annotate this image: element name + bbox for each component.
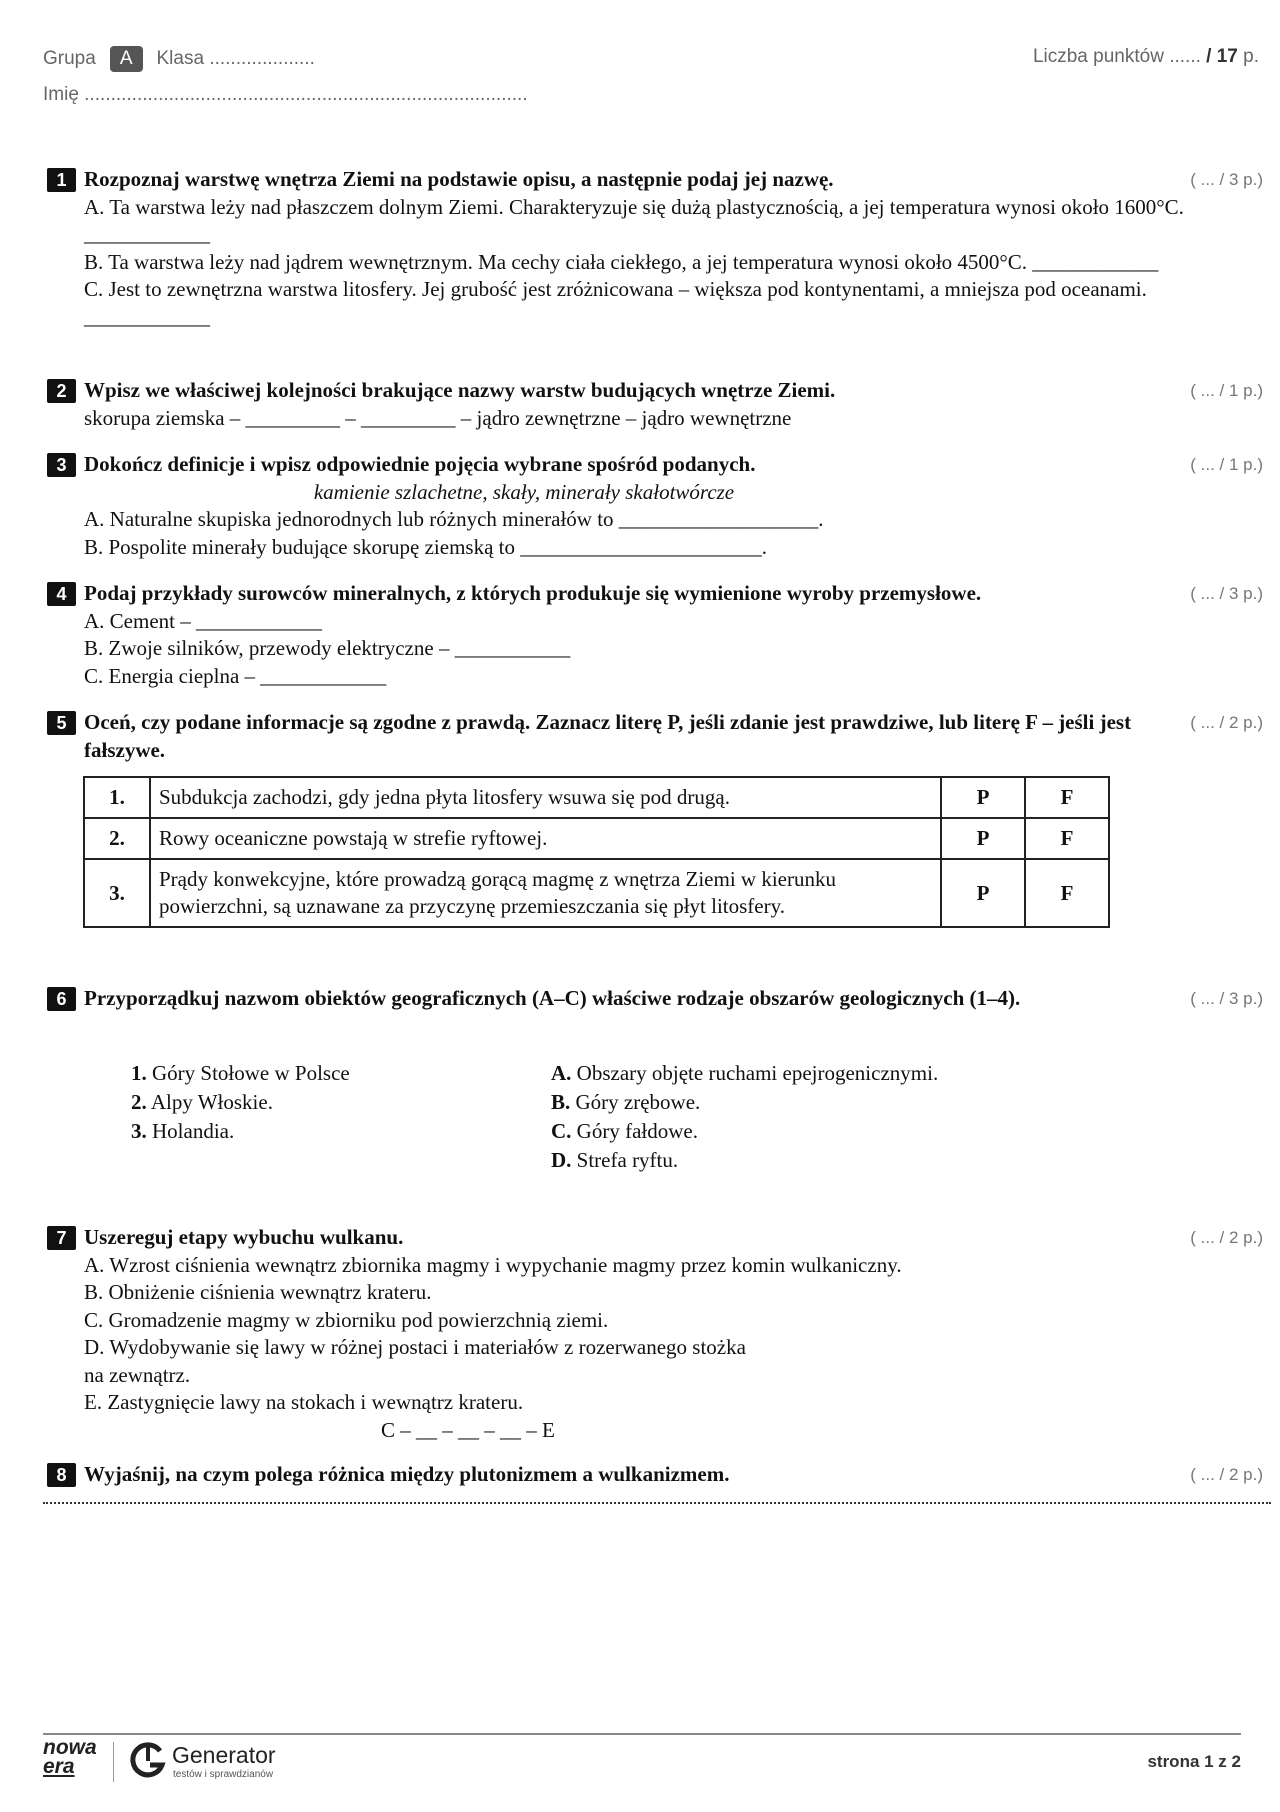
table-row	[84, 859, 1109, 927]
question-number: 6	[47, 987, 76, 1011]
answer-line-b: B. Ta warstwa leży nad jądrem wewnętrznym. Ma cechy ciała ciekłego, a jej temperatura wynosi około 4500°C. ____________	[84, 249, 1159, 274]
question-title: Dokończ definicje i wpisz odpowiednie pojęcia wybrane spośród podanych.	[84, 452, 756, 476]
logo-separator	[113, 1742, 114, 1782]
sequence-answer: C – __ – __ – __ – E	[381, 1417, 555, 1442]
row-number: 1.	[84, 777, 150, 818]
question-points: ( ... / 3 p.)	[1190, 584, 1263, 603]
question-number: 2	[47, 379, 76, 403]
step-c: C. Gromadzenie magmy w zbiorniku pod powierzchnią ziemi.	[84, 1307, 609, 1332]
list-item: D. Strefa ryftu.	[551, 1148, 679, 1172]
class-label: Klasa ....................	[156, 48, 315, 69]
list-item: B. Góry zrębowe.	[551, 1090, 701, 1114]
group-badge: A	[110, 46, 143, 72]
question-1	[47, 166, 1263, 331]
question-points: ( ... / 2 p.)	[1190, 713, 1263, 732]
statement: Subdukcja zachodzi, gdy jedna płyta litosfery wsuwa się pod drugą.	[150, 777, 941, 818]
step-b: B. Obniżenie ciśnienia wewnątrz krateru.	[84, 1280, 432, 1304]
step-e: E. Zastygnięcie lawy na stokach i wewnątrz krateru.	[84, 1390, 524, 1414]
generator-title: Generator	[172, 1742, 276, 1768]
generator-subtitle: testów i sprawdzianów	[173, 1769, 274, 1780]
true-option[interactable]: P	[941, 777, 1025, 818]
answer-line-a: A. Ta warstwa leży nad płaszczem dolnym Ziemi. Charakteryzuje się dużą plastycznością, a jej temperatura wynosi około 1600°C. ____________	[84, 194, 1184, 246]
list-item: C. Góry fałdowe.	[551, 1119, 698, 1143]
table-row	[84, 777, 1109, 818]
question-number: 8	[47, 1463, 76, 1487]
true-option[interactable]: P	[941, 818, 1025, 859]
statement: Rowy oceaniczne powstają w strefie ryftowej.	[150, 818, 941, 859]
points-total: 17	[1216, 46, 1238, 67]
list-item: A. Obszary objęte ruchami epejrogenicznymi.	[551, 1061, 939, 1085]
match-left-list	[131, 1059, 350, 1146]
nowa-era-logo: nowa era	[43, 1736, 97, 1778]
answer-line-a: A. Naturalne skupiska jednorodnych lub różnych minerałów to ___________________.	[84, 507, 824, 531]
question-title: Podaj przykłady surowców mineralnych, z których produkuje się wymienione wyroby przemysłowe.	[84, 581, 982, 605]
answer-line-b: B. Pospolite minerały budujące skorupę ziemską to _______________________.	[84, 534, 767, 559]
question-points: ( ... / 2 p.)	[1190, 1465, 1263, 1484]
question-points: ( ... / 1 p.)	[1190, 381, 1263, 400]
list-item: 3. Holandia.	[131, 1119, 235, 1143]
answer-line-c: C. Jest to zewnętrzna warstwa litosfery. Jej grubość jest zróżnicowana – większa pod kontynentami, a mniejsza pod oceanami. ____________	[84, 277, 1147, 329]
question-points: ( ... / 1 p.)	[1190, 455, 1263, 474]
question-points: ( ... / 3 p.)	[1190, 170, 1263, 189]
answer-dotted-line	[43, 1502, 1271, 1504]
question-points: ( ... / 3 p.)	[1190, 989, 1263, 1008]
answer-line-b: B. Zwoje silników, przewody elektryczne – ___________	[84, 636, 571, 660]
points-unit: p.	[1243, 46, 1259, 67]
false-option[interactable]: F	[1025, 859, 1109, 927]
question-title: Uszereguj etapy wybuchu wulkanu.	[84, 1225, 404, 1249]
group-class-field	[43, 46, 315, 72]
row-number: 3.	[84, 859, 150, 927]
table-row	[84, 818, 1109, 859]
step-a: A. Wzrost ciśnienia wewnątrz zbiornika magmy i wypychanie magmy przez komin wulkaniczny.	[84, 1252, 902, 1277]
statement: Prądy konwekcyjne, które prowadzą gorącą magmę z wnętrza Ziemi w kierunku powierzchni, są uznawane za przyczynę przemieszczania się płyt litosfery.	[150, 859, 941, 927]
list-item: 1. Góry Stołowe w Polsce	[131, 1061, 350, 1085]
question-2	[47, 377, 1263, 432]
question-number: 7	[47, 1226, 76, 1250]
question-number: 5	[47, 711, 76, 735]
step-d-cont: na zewnątrz.	[84, 1362, 191, 1387]
question-title: Wpisz we właściwej kolejności brakujące nazwy warstw budujących wnętrze Ziemi.	[84, 378, 836, 402]
points-separator: /	[1206, 46, 1212, 67]
question-title: Oceń, czy podane informacje są zgodne z prawdą. Zaznacz literę P, jeśli zdanie jest prawdziwe, lub literę F – jeśli jest fałszywe.	[84, 710, 1132, 762]
question-4	[47, 580, 1263, 690]
word-bank: kamienie szlachetne, skały, minerały skałotwórcze	[313, 479, 735, 504]
answer-line-a: A. Cement – ____________	[84, 608, 322, 633]
question-title: Wyjaśnij, na czym polega różnica między plutonizmem a wulkanizmem.	[84, 1462, 730, 1486]
false-option[interactable]: F	[1025, 818, 1109, 859]
question-number: 1	[47, 168, 76, 192]
points-label: Liczba punktów ......	[1032, 46, 1201, 67]
true-false-table	[83, 776, 1110, 928]
question-title: Rozpoznaj warstwę wnętrza Ziemi na podstawie opisu, a następnie podaj jej nazwę.	[84, 167, 834, 191]
question-number: 4	[47, 582, 76, 606]
question-6	[47, 985, 1263, 1013]
question-title: Przyporządkuj nazwom obiektów geograficznych (A–C) właściwe rodzaje obszarów geologicznych (1–4).	[84, 986, 1021, 1010]
answer-line: skorupa ziemska – _________ – _________ – jądro zewnętrzne – jądro wewnętrzne	[84, 405, 792, 430]
generator-logo-icon	[128, 1741, 168, 1781]
answer-line-c: C. Energia cieplna – ____________	[84, 663, 387, 688]
match-right-list	[551, 1059, 938, 1175]
question-8	[47, 1461, 1263, 1489]
question-number: 3	[47, 453, 76, 477]
footer-divider	[43, 1733, 1241, 1735]
group-label: Grupa	[43, 48, 96, 69]
question-5	[47, 709, 1263, 764]
points-field	[1033, 46, 1259, 68]
row-number: 2.	[84, 818, 150, 859]
page-number: strona 1 z 2	[1147, 1752, 1241, 1771]
question-3	[47, 451, 1263, 561]
question-7	[47, 1224, 1263, 1444]
true-option[interactable]: P	[941, 859, 1025, 927]
list-item: 2. Alpy Włoskie.	[131, 1090, 273, 1114]
question-points: ( ... / 2 p.)	[1190, 1228, 1263, 1247]
step-d: D. Wydobywanie się lawy w różnej postaci i materiałów z rozerwanego stożka	[84, 1335, 746, 1359]
false-option[interactable]: F	[1025, 777, 1109, 818]
name-field: Imię ....................................................................................	[43, 84, 528, 105]
